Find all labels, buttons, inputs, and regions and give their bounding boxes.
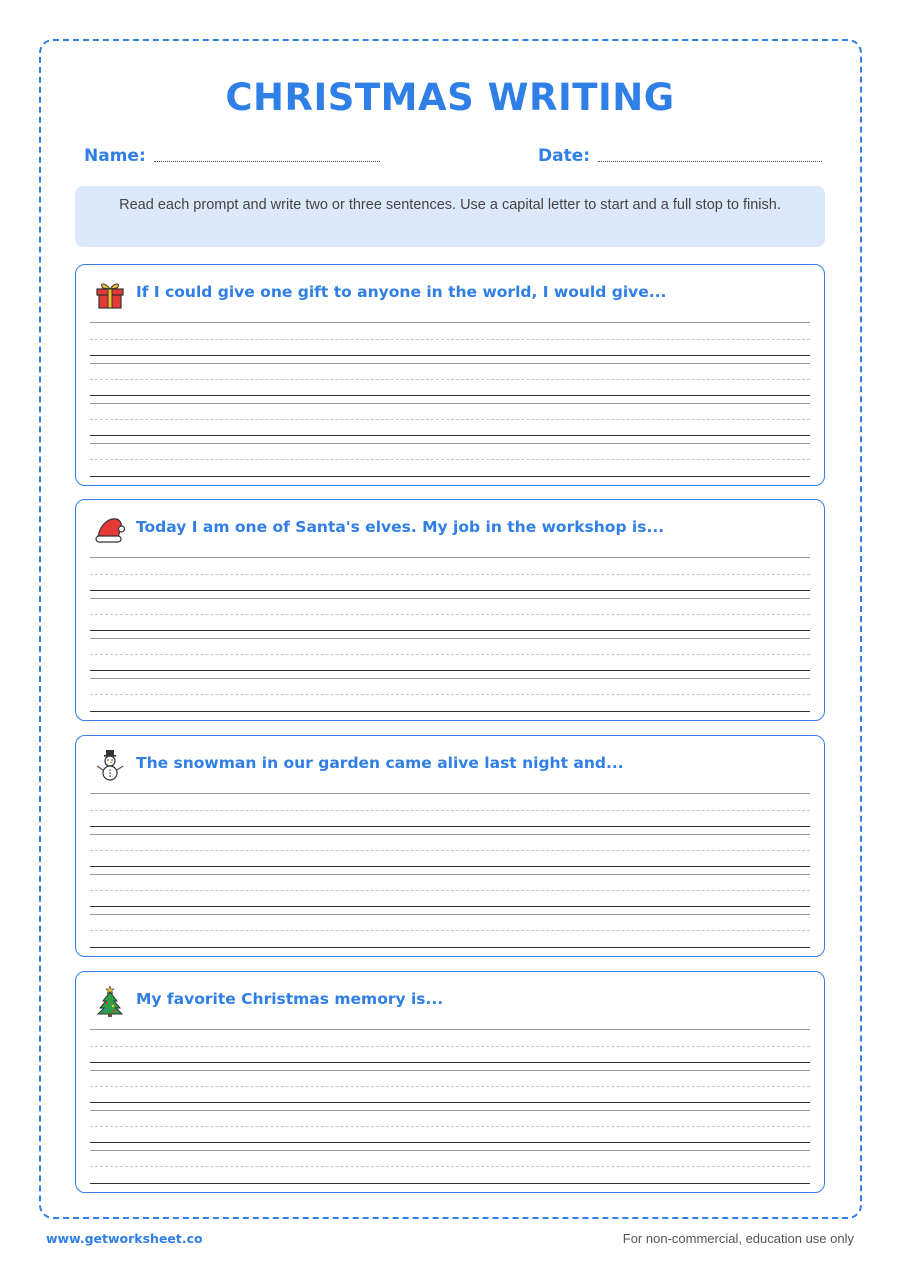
writing-line [90,834,810,835]
writing-line [90,403,810,404]
writing-line [90,630,810,631]
gift-icon [94,278,126,310]
snowman-icon [94,749,126,781]
writing-line [90,1046,810,1047]
writing-line [90,339,810,340]
writing-line [90,1086,810,1087]
writing-line [90,363,810,364]
name-field[interactable] [84,142,380,166]
writing-line [90,557,810,558]
writing-line [90,1142,810,1143]
prompt-box-elves [75,499,825,721]
prompt-box-gift [75,264,825,486]
writing-line [90,1029,810,1030]
santa-hat-icon [94,513,126,545]
writing-line [90,670,810,671]
writing-line [90,890,810,891]
writing-line [90,638,810,639]
writing-line [90,379,810,380]
writing-line [90,419,810,420]
prompt-text: My favorite Christmas memory is... [136,990,444,1008]
writing-line [90,322,810,323]
instructions-box [75,186,825,247]
worksheet-title: CHRISTMAS WRITING [225,76,675,119]
writing-line [90,793,810,794]
prompt-box-snowman [75,735,825,957]
writing-line [90,395,810,396]
writing-line [90,826,810,827]
name-label: Name: [84,146,146,166]
writing-line [90,1150,810,1151]
writing-line [90,1166,810,1167]
writing-line [90,435,810,436]
prompt-box-memory [75,971,825,1193]
date-line[interactable] [598,161,822,162]
writing-line [90,694,810,695]
writing-line [90,1126,810,1127]
writing-line [90,598,810,599]
writing-line [90,866,810,867]
writing-line [90,590,810,591]
name-line[interactable] [154,161,380,162]
prompt-text: Today I am one of Santa's elves. My job in the workshop is... [136,518,665,536]
writing-line [90,476,810,477]
writing-line [90,810,810,811]
writing-line [90,614,810,615]
writing-line [90,930,810,931]
writing-line [90,443,810,444]
writing-line [90,1110,810,1111]
christmas-tree-icon [94,985,126,1017]
writing-line [90,355,810,356]
writing-line [90,947,810,948]
footer-website-link[interactable]: www.getworksheet.co [46,1231,203,1246]
writing-line [90,654,810,655]
writing-line [90,906,810,907]
writing-line [90,1062,810,1063]
date-label: Date: [538,146,591,166]
writing-line [90,1070,810,1071]
writing-line [90,678,810,679]
date-field[interactable] [538,142,822,166]
writing-line [90,914,810,915]
writing-line [90,874,810,875]
writing-line [90,1183,810,1184]
writing-line [90,850,810,851]
writing-line [90,711,810,712]
prompt-text: The snowman in our garden came alive last night and... [136,754,624,772]
writing-line [90,574,810,575]
instructions-text: Read each prompt and write two or three sentences. Use a capital letter to start and a full stop to finish. [119,197,781,213]
footer-usage-note: For non-commercial, education use only [622,1231,854,1246]
writing-line [90,459,810,460]
prompt-text: If I could give one gift to anyone in the world, I would give... [136,283,667,301]
writing-line [90,1102,810,1103]
